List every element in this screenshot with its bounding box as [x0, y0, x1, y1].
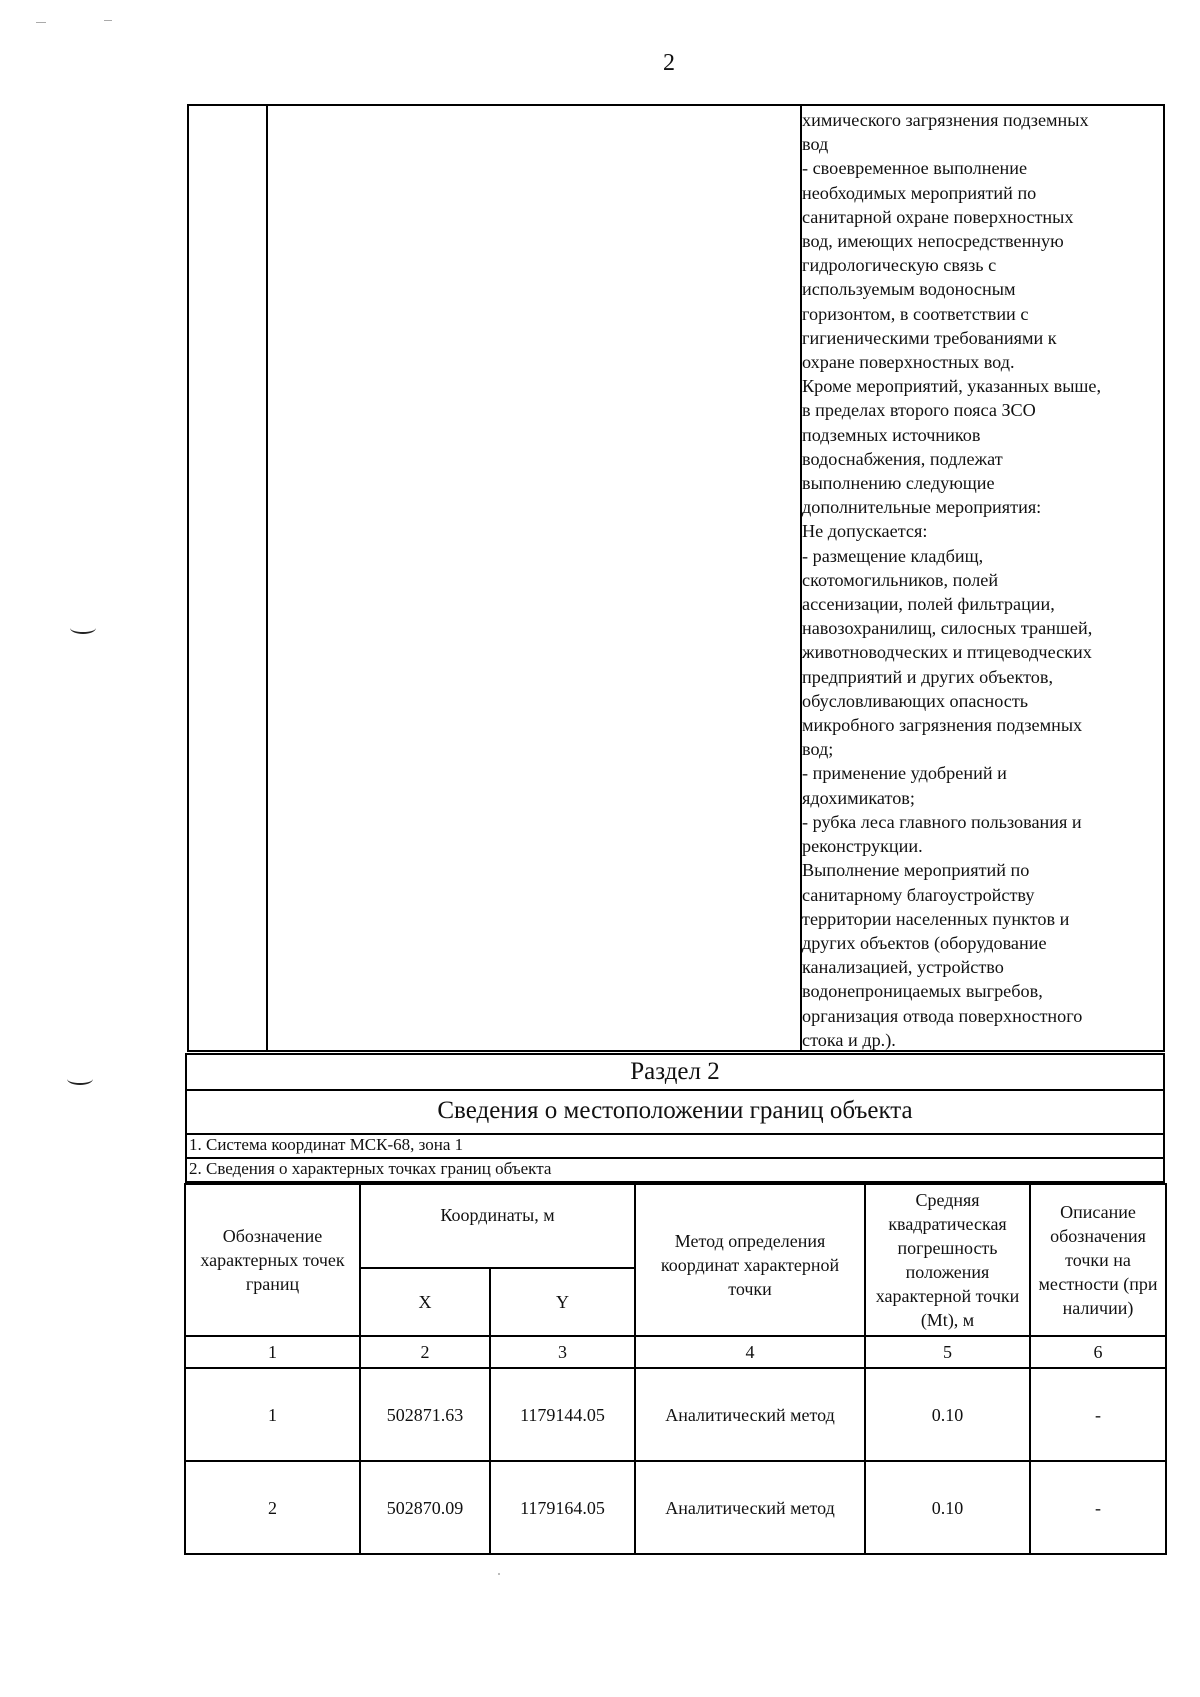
point-x: 502871.63	[360, 1368, 490, 1461]
point-method: Аналитический метод	[635, 1461, 865, 1554]
header-y: Y	[490, 1268, 635, 1336]
table-row	[185, 1461, 1166, 1554]
column-number-row	[185, 1336, 1166, 1368]
column-number: 6	[1030, 1336, 1166, 1368]
header-description: Описание обозначения точки на местности (при наличии)	[1030, 1184, 1166, 1336]
point-description: -	[1030, 1368, 1166, 1461]
section-title: Раздел 2	[185, 1053, 1165, 1091]
column-number: 2	[360, 1336, 490, 1368]
scan-artifact	[36, 22, 46, 23]
continued-table	[187, 104, 1165, 1052]
boundary-points-table	[184, 1183, 1167, 1555]
column-number: 5	[865, 1336, 1030, 1368]
point-id: 1	[185, 1368, 360, 1461]
table-cell-name	[268, 106, 802, 1050]
header-x: X	[360, 1268, 490, 1336]
point-y: 1179164.05	[490, 1461, 635, 1554]
binding-mark	[70, 622, 96, 634]
column-number: 4	[635, 1336, 865, 1368]
scan-artifact	[498, 1573, 500, 1575]
binding-mark	[67, 1073, 93, 1085]
point-description: -	[1030, 1461, 1166, 1554]
column-number: 1	[185, 1336, 360, 1368]
points-caption: 2. Сведения о характерных точках границ объекта	[185, 1159, 1165, 1183]
point-x: 502870.09	[360, 1461, 490, 1554]
page-number: 2	[663, 50, 675, 76]
point-error: 0.10	[865, 1461, 1030, 1554]
table-cell-requirements: химического загрязнения подземных вод - своевременное выполнение необходимых мероприятий по санитарной охране поверхностных вод, имеющих непосредственную гидрологическую связь с используемым водоносным горизонтом, в соответствии с гигиеническими требованиями к охране поверхностных вод. Кроме мероприятий, указанных выше, в пределах второго пояса ЗСО подземных источников водоснабжения, подлежат выполнению следующие дополнительные мероприятия: Не допускается: - размещение кладбищ, скотомогильников, полей ассенизации, полей фильтрации, навозохранилищ, силосных траншей, животноводческих и птицеводческих предприятий и других объектов, обусловливающих опасность микробного загрязнения подземных вод; - применение удобрений и ядохимикатов; - рубка леса главного пользования и реконструкции. Выполнение мероприятий по санитарному благоустройству территории населенных пунктов и других объектов (оборудование канализацией, устройство водонепроницаемых выгребов, организация отвода поверхностного стока и др.).	[802, 110, 1102, 1050]
coordinate-system: 1. Система координат МСК-68, зона 1	[185, 1135, 1165, 1159]
point-error: 0.10	[865, 1368, 1030, 1461]
header-error: Средняя квадратическая погрешность положения характерной точки (Mt), м	[865, 1184, 1030, 1336]
point-id: 2	[185, 1461, 360, 1554]
header-designation: Обозначение характерных точек границ	[185, 1184, 360, 1336]
section-subtitle: Сведения о местоположении границ объекта	[185, 1091, 1165, 1135]
header-method: Метод определения координат характерной точки	[635, 1184, 865, 1336]
point-y: 1179144.05	[490, 1368, 635, 1461]
table-row	[185, 1368, 1166, 1461]
header-coordinates: Координаты, м	[360, 1184, 635, 1268]
table-cell-number	[189, 106, 268, 1050]
point-method: Аналитический метод	[635, 1368, 865, 1461]
scan-artifact	[104, 20, 112, 21]
column-number: 3	[490, 1336, 635, 1368]
